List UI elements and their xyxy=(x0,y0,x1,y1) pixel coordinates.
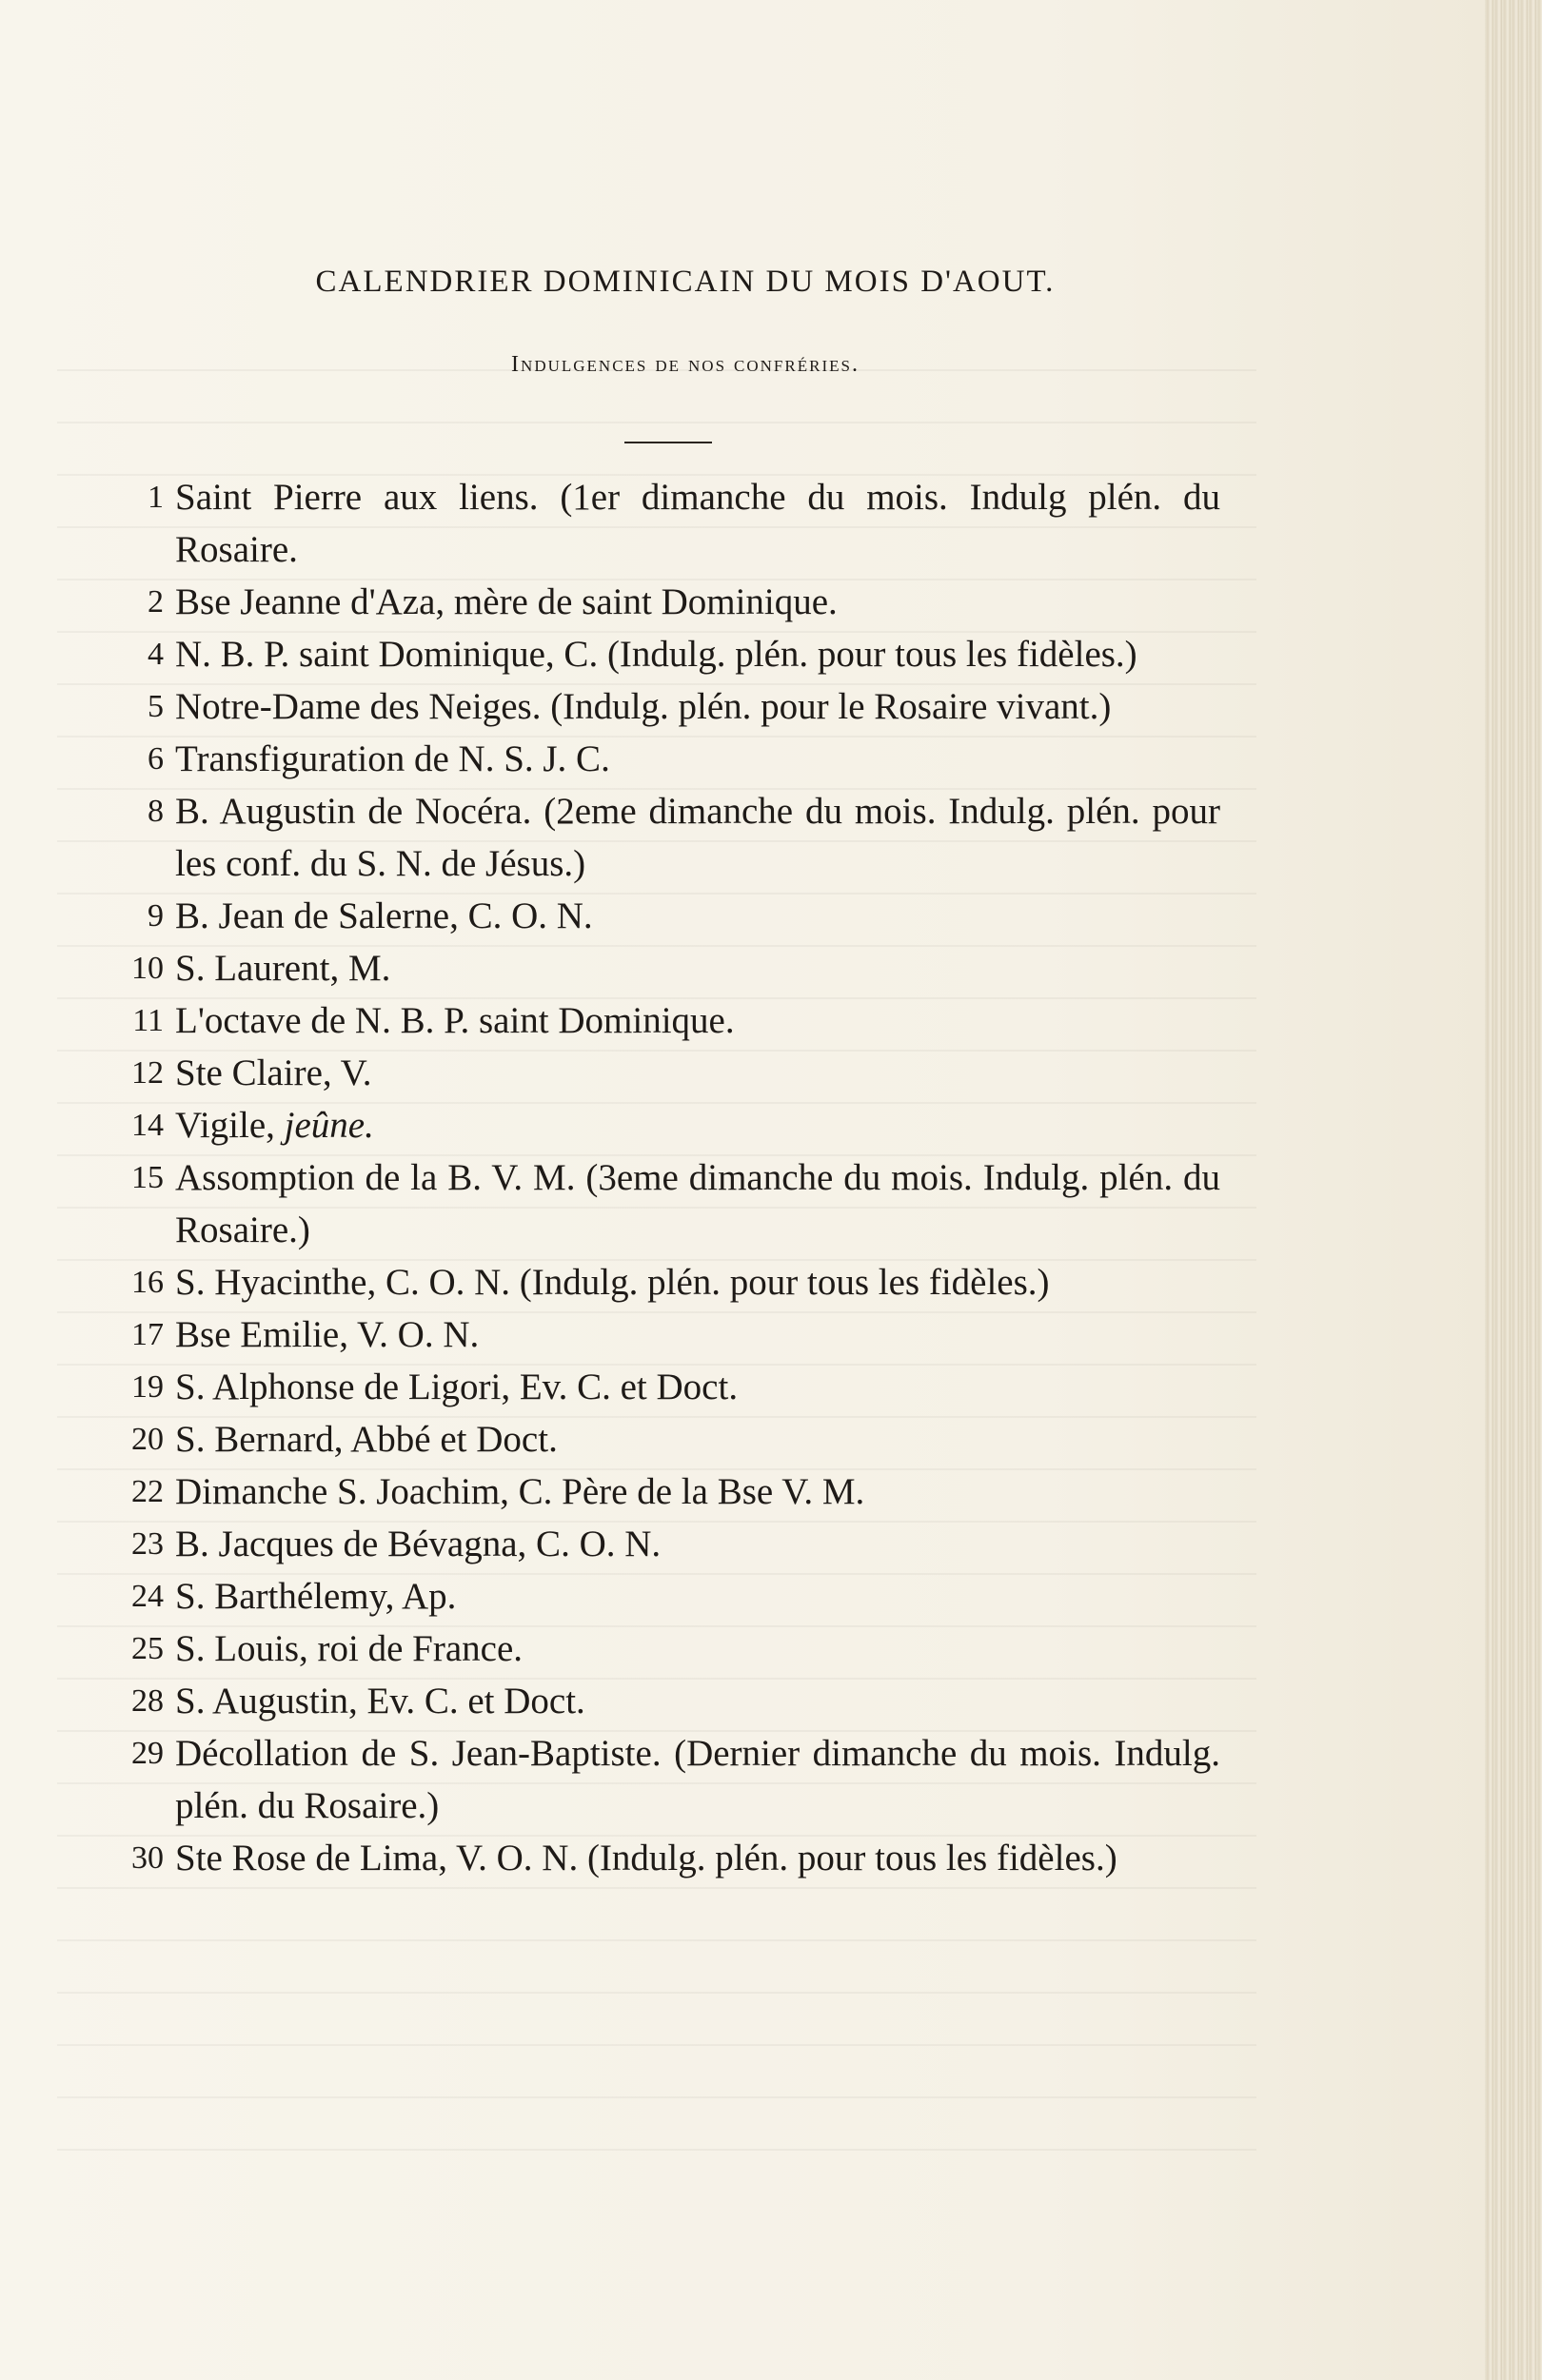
entry-text: S. Louis, roi de France. xyxy=(175,1628,524,1669)
calendar-entry xyxy=(88,680,1220,733)
entry-text: Décollation de S. Jean-Baptiste. (Dernier dimanche du mois. Indulg. plén. du Rosaire.) xyxy=(175,1733,1220,1826)
entry-day-number: 5 xyxy=(148,689,164,724)
calendar-entry xyxy=(88,733,1220,785)
entry-text-italic: jeûne. xyxy=(284,1105,374,1146)
entry-text: Dimanche S. Joachim, C. Père de la Bse V. M. xyxy=(175,1471,865,1512)
entry-day-number: 10 xyxy=(131,951,164,986)
calendar-list xyxy=(88,471,1220,1884)
entry-text: B. Augustin de Nocéra. (2eme dimanche du mois. Indulg. plén. pour les conf. du S. N. de Jésus.) xyxy=(175,791,1220,884)
entry-text: Assomption de la B. V. M. (3eme dimanche du mois. Indulg. plén. du Rosaire.) xyxy=(175,1157,1220,1250)
entry-text: S. Alphonse de Ligori, Ev. C. et Doct. xyxy=(175,1367,739,1407)
entry-text: S. Hyacinthe, C. O. N. (Indulg. plén. pour tous les fidèles.) xyxy=(175,1262,1050,1303)
calendar-entry xyxy=(88,1518,1220,1570)
entry-day-number: 30 xyxy=(131,1840,164,1876)
entry-day-number: 17 xyxy=(131,1317,164,1352)
calendar-entry xyxy=(88,471,1220,576)
entry-text: Transfiguration de N. S. J. C. xyxy=(175,738,610,779)
entry-day-number: 11 xyxy=(132,1003,164,1038)
entry-text: Bse Jeanne d'Aza, mère de saint Dominique. xyxy=(175,581,838,622)
page-subtitle: Indulgences de nos confréries. xyxy=(511,352,860,377)
entry-day-number: 12 xyxy=(131,1055,164,1091)
calendar-entry xyxy=(88,628,1220,680)
entry-day-number: 2 xyxy=(148,584,164,620)
entry-day-number: 22 xyxy=(131,1474,164,1509)
entry-day-number: 24 xyxy=(131,1579,164,1614)
entry-day-number: 15 xyxy=(131,1160,164,1195)
calendar-entry xyxy=(88,1570,1220,1623)
entry-day-number: 6 xyxy=(148,741,164,777)
calendar-entry xyxy=(88,1465,1220,1518)
calendar-entry xyxy=(88,1047,1220,1099)
entry-text: B. Jacques de Bévagna, C. O. N. xyxy=(175,1524,662,1564)
entry-day-number: 20 xyxy=(131,1422,164,1457)
entry-day-number: 9 xyxy=(148,898,164,934)
calendar-entry xyxy=(88,1832,1220,1884)
entry-day-number: 8 xyxy=(148,794,164,829)
entry-text: N. B. P. saint Dominique, C. (Indulg. plén. pour tous les fidèles.) xyxy=(175,634,1137,675)
entry-text: S. Augustin, Ev. C. et Doct. xyxy=(175,1681,585,1721)
entry-day-number: 14 xyxy=(131,1108,164,1143)
calendar-entry xyxy=(88,1151,1220,1256)
calendar-entry xyxy=(88,785,1220,890)
entry-day-number: 25 xyxy=(131,1631,164,1666)
entry-text: Bse Emilie, V. O. N. xyxy=(175,1314,480,1355)
entry-day-number: 4 xyxy=(148,637,164,672)
entry-text: Notre-Dame des Neiges. (Indulg. plén. pour le Rosaire vivant.) xyxy=(175,686,1112,727)
entry-text: Ste Claire, V. xyxy=(175,1052,372,1093)
calendar-entry xyxy=(88,942,1220,994)
calendar-entry xyxy=(88,1675,1220,1727)
entry-text: S. Bernard, Abbé et Doct. xyxy=(175,1419,558,1460)
calendar-entry xyxy=(88,994,1220,1047)
calendar-entry xyxy=(88,890,1220,942)
entry-text: Ste Rose de Lima, V. O. N. (Indulg. plén. pour tous les fidèles.) xyxy=(175,1838,1117,1878)
calendar-entry xyxy=(88,1256,1220,1308)
entry-day-number: 1 xyxy=(148,480,164,515)
page-edge-stack xyxy=(1485,0,1542,2380)
calendar-entry xyxy=(88,576,1220,628)
entry-text: Saint Pierre aux liens. (1er dimanche du mois. Indulg plén. du Rosaire. xyxy=(175,477,1220,570)
entry-day-number: 29 xyxy=(131,1736,164,1771)
calendar-entry xyxy=(88,1727,1220,1832)
calendar-entry xyxy=(88,1308,1220,1361)
entry-text: B. Jean de Salerne, C. O. N. xyxy=(175,895,593,936)
calendar-entry xyxy=(88,1361,1220,1413)
entry-day-number: 28 xyxy=(131,1683,164,1719)
calendar-entry xyxy=(88,1099,1220,1151)
page-title: CALENDRIER DOMINICAIN DU MOIS D'AOUT. xyxy=(315,265,1056,299)
entry-day-number: 23 xyxy=(131,1526,164,1562)
calendar-entry xyxy=(88,1413,1220,1465)
entry-text: S. Barthélemy, Ap. xyxy=(175,1576,457,1617)
entry-text: S. Laurent, M. xyxy=(175,948,391,989)
entry-day-number: 16 xyxy=(131,1265,164,1300)
calendar-entry xyxy=(88,1623,1220,1675)
entry-text: Vigile, xyxy=(175,1105,285,1146)
entry-text: L'octave de N. B. P. saint Dominique. xyxy=(175,1000,735,1041)
entry-day-number: 19 xyxy=(131,1369,164,1405)
title-divider xyxy=(624,442,712,443)
